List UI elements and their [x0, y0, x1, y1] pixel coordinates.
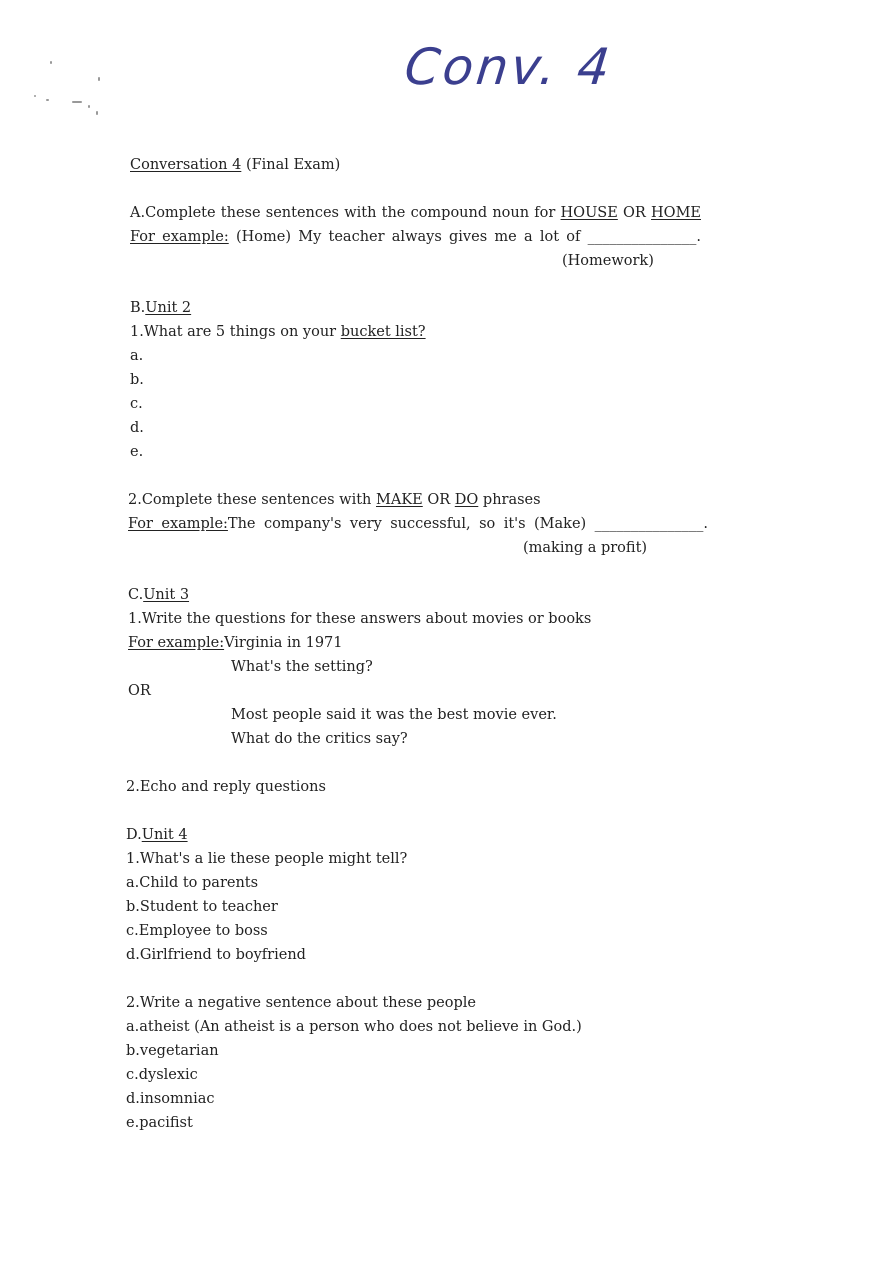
list-item: b.	[130, 372, 144, 388]
section-c-example-answer: Most people said it was the best movie ever.	[231, 707, 557, 723]
scan-specks	[28, 55, 118, 125]
section-b-question-2: 2.Complete these sentences with MAKE OR DO phrases	[128, 492, 541, 508]
page-title: Conversation 4	[130, 157, 242, 173]
section-c-example: For example:Virginia in 1971	[128, 635, 343, 651]
list-item: e.pacifist	[126, 1115, 193, 1131]
section-d-question-1: 1.What's a lie these people might tell?	[126, 851, 408, 867]
section-c-or: OR	[128, 683, 151, 699]
handwritten-title: Conv. 4	[401, 38, 616, 96]
exam-header	[130, 156, 340, 174]
list-item: e.	[130, 444, 144, 460]
list-item: a.	[130, 348, 144, 364]
section-c-heading: C.Unit 3	[128, 587, 190, 603]
list-item: a.Child to parents	[126, 875, 259, 891]
list-item: d.insomniac	[126, 1091, 215, 1107]
section-a-answer: (Homework)	[562, 253, 654, 269]
list-item: d.	[130, 420, 144, 436]
section-b-question-1: 1.What are 5 things on your bucket list?	[130, 324, 426, 340]
list-item: c.	[130, 396, 143, 412]
page-subtitle: (Final Exam)	[245, 157, 341, 173]
list-item: b.Student to teacher	[126, 899, 278, 915]
section-b-heading: B.Unit 2	[130, 300, 192, 316]
section-c-example-question: What's the setting?	[231, 659, 373, 675]
section-b-answer: (making a profit)	[523, 540, 648, 556]
list-item: b.vegetarian	[126, 1043, 219, 1059]
list-item: c.Employee to boss	[126, 923, 268, 939]
list-item: d.Girlfriend to boyfriend	[126, 947, 306, 963]
section-b-example: For example:The company's very successful, so it's (Make) _______________.	[128, 516, 708, 532]
section-c-question-2: 2.Echo and reply questions	[126, 779, 326, 795]
list-item: a.atheist (An atheist is a person who does not believe in God.)	[126, 1019, 582, 1035]
list-item: c.dyslexic	[126, 1067, 198, 1083]
section-d-heading: D.Unit 4	[126, 827, 188, 843]
section-a-instruction: A.Complete these sentences with the compound noun for HOUSE OR HOME	[130, 205, 701, 221]
section-c-example-question-2: What do the critics say?	[231, 731, 408, 747]
section-d-question-2: 2.Write a negative sentence about these people	[126, 995, 476, 1011]
section-a-example: For example: (Home) My teacher always gives me a lot of _______________.	[130, 229, 702, 245]
section-c-question-1: 1.Write the questions for these answers about movies or books	[128, 611, 592, 627]
